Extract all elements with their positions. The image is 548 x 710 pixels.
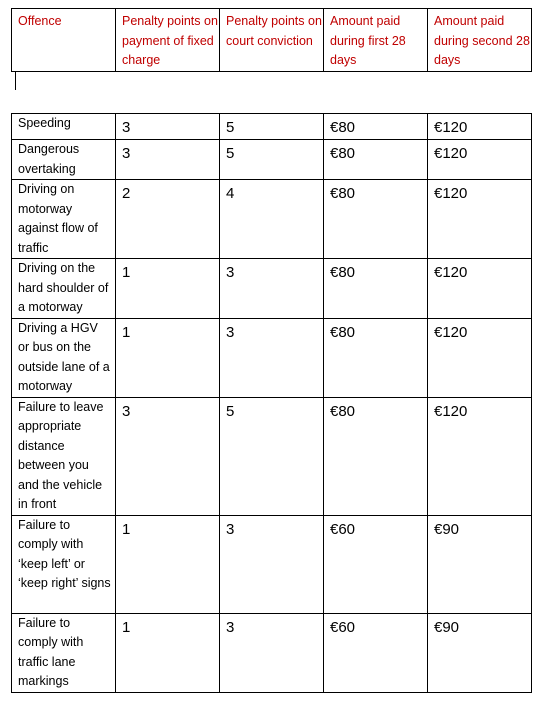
cell-points-court[interactable]: 4 [220,180,324,259]
table-row [12,114,532,140]
header-points-court[interactable]: Penalty points on court conviction [220,9,324,72]
cell-amount-first[interactable]: €80 [324,114,428,140]
header-points-fixed[interactable]: Penalty points on payment of fixed charge [116,9,220,72]
cell-amount-first[interactable]: €80 [324,318,428,397]
penalty-table-body [12,114,532,693]
cell-offence[interactable]: Driving on the hard shoulder of a motorway [12,259,116,319]
cell-offence[interactable]: Speeding [12,114,116,140]
cell-points-fixed[interactable]: 1 [116,515,220,613]
table-row [12,259,532,319]
cell-offence[interactable]: Failure to leave appropriate distance between you and the vehicle in front [12,397,116,515]
table-row [12,140,532,180]
cell-offence[interactable]: Failure to comply with ‘keep left’ or ‘keep right’ signs [12,515,116,613]
cell-amount-second[interactable]: €90 [428,515,532,613]
cell-points-fixed[interactable]: 2 [116,180,220,259]
text-cursor [15,72,16,90]
cell-amount-second[interactable]: €120 [428,318,532,397]
cell-amount-first[interactable]: €80 [324,259,428,319]
header-offence[interactable]: Offence [12,9,116,72]
cell-points-fixed[interactable]: 3 [116,397,220,515]
header-amount-first[interactable]: Amount paid during first 28 days [324,9,428,72]
cell-points-fixed[interactable]: 1 [116,259,220,319]
header-row [12,9,532,72]
cell-points-court[interactable]: 3 [220,613,324,692]
header-table [11,8,532,72]
cell-amount-first[interactable]: €80 [324,397,428,515]
cell-amount-second[interactable]: €90 [428,613,532,692]
cell-points-fixed[interactable]: 1 [116,613,220,692]
cell-amount-second[interactable]: €120 [428,114,532,140]
cell-points-court[interactable]: 3 [220,318,324,397]
table-row [12,613,532,692]
table-row [12,180,532,259]
cell-points-court[interactable]: 5 [220,114,324,140]
cell-amount-second[interactable]: €120 [428,180,532,259]
table-row [12,318,532,397]
cell-points-court[interactable]: 3 [220,515,324,613]
cell-points-fixed[interactable]: 3 [116,114,220,140]
cell-offence[interactable]: Driving on motorway against flow of traffic [12,180,116,259]
cell-amount-first[interactable]: €60 [324,613,428,692]
cell-offence[interactable]: Failure to comply with traffic lane markings [12,613,116,692]
cell-points-fixed[interactable]: 1 [116,318,220,397]
cell-amount-second[interactable]: €120 [428,397,532,515]
cell-amount-first[interactable]: €80 [324,140,428,180]
cell-amount-second[interactable]: €120 [428,259,532,319]
cell-offence[interactable]: Driving a HGV or bus on the outside lane of a motorway [12,318,116,397]
cell-amount-second[interactable]: €120 [428,140,532,180]
table-row [12,515,532,613]
cell-points-court[interactable]: 3 [220,259,324,319]
cell-amount-first[interactable]: €60 [324,515,428,613]
cell-points-fixed[interactable]: 3 [116,140,220,180]
header-amount-second[interactable]: Amount paid during second 28 days [428,9,532,72]
cell-amount-first[interactable]: €80 [324,180,428,259]
cell-points-court[interactable]: 5 [220,140,324,180]
cell-offence[interactable]: Dangerous overtaking [12,140,116,180]
cell-points-court[interactable]: 5 [220,397,324,515]
table-row [12,397,532,515]
penalty-table [11,113,532,693]
